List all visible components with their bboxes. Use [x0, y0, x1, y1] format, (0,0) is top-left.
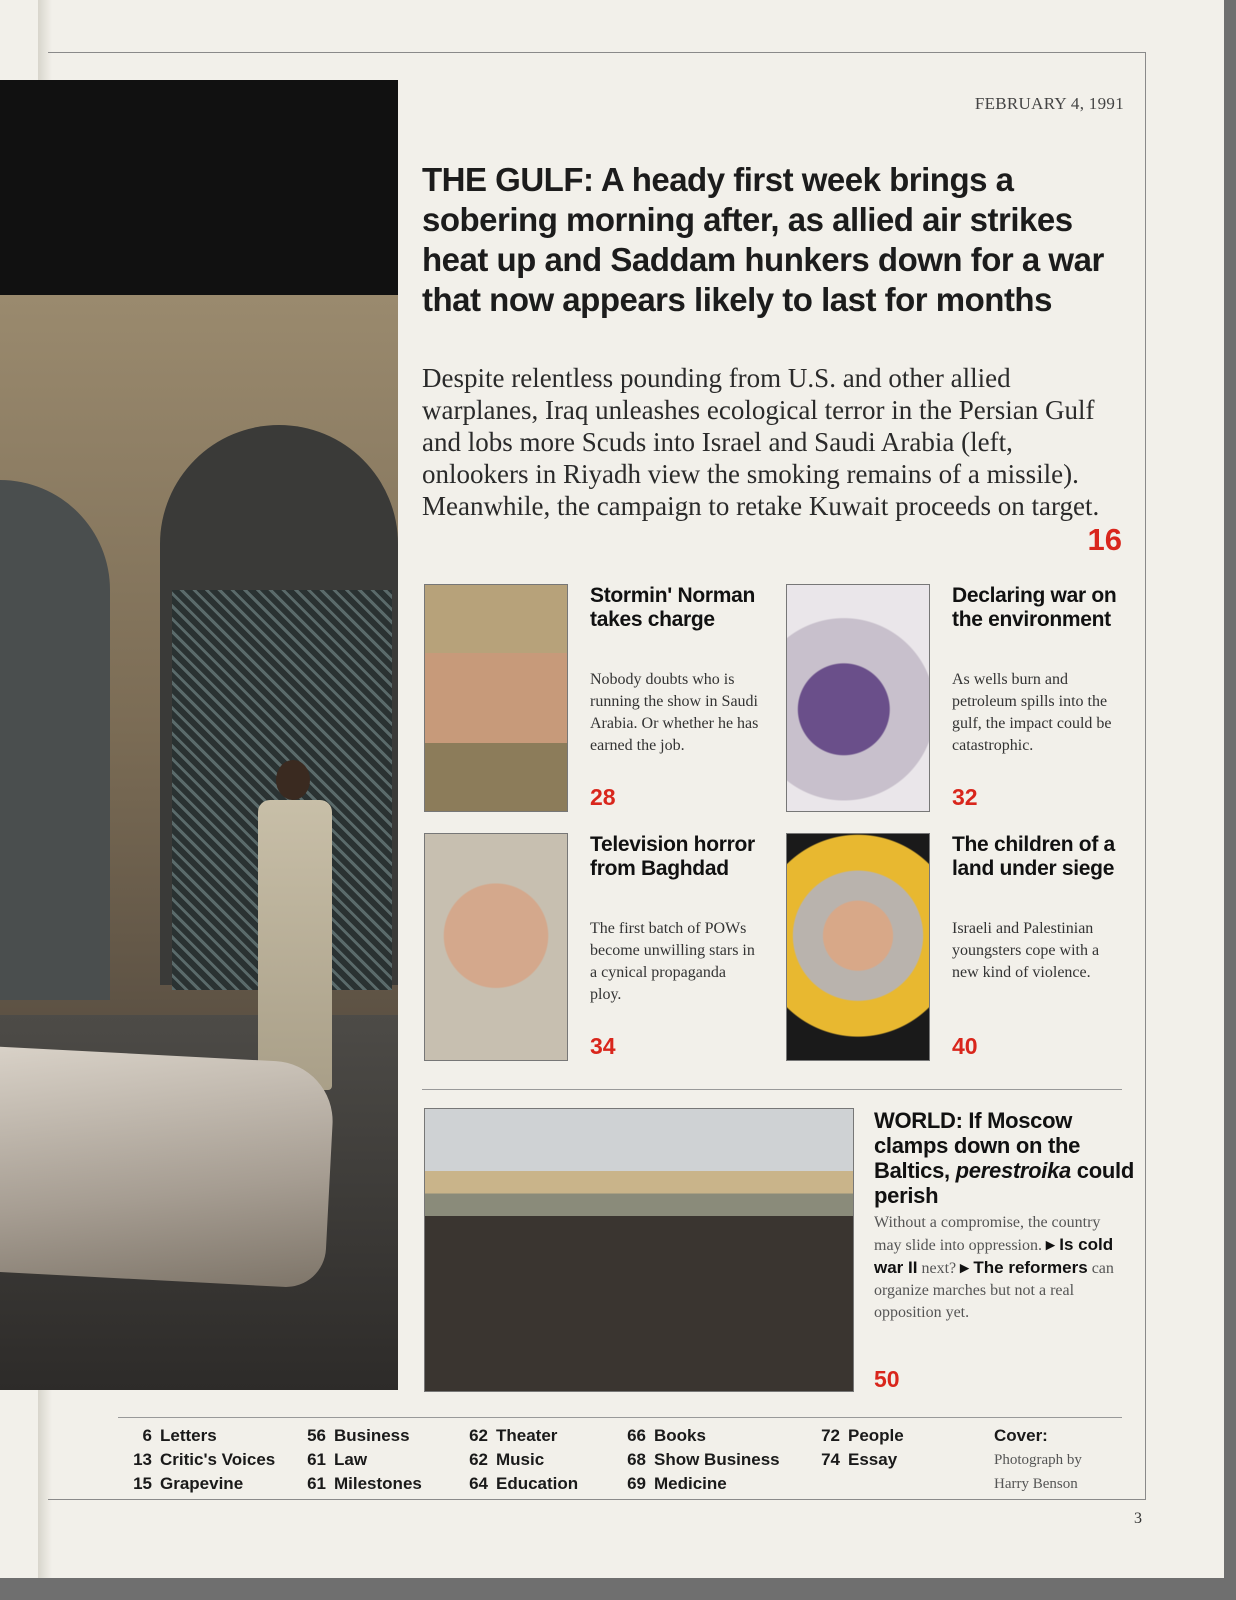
soldier-figure — [248, 760, 348, 1090]
story-blurb: Nobody doubts who is running the show in Saudi Arabia. Or whether he has earned the job. — [590, 671, 759, 754]
story-title[interactable]: The children of a land under siege — [952, 833, 1115, 880]
cover-credit-line-1: Photograph by — [994, 1452, 1082, 1468]
index-item[interactable]: 56 Business — [307, 1426, 410, 1445]
story-title[interactable]: Stormin' Norman takes charge — [590, 584, 756, 631]
world-blurb: Without a compromise, the country may slide into oppression. ▸ Is cold war II next? ▸ The reformers can organize marches but not a real opposition yet. — [874, 1214, 1114, 1321]
world-title[interactable]: WORLD: If Moscow clamps down on the Baltics, perestroika could perish — [874, 1108, 1134, 1208]
story-blurb: Israeli and Palestinian youngsters cope with a new kind of violence. — [952, 920, 1100, 981]
story-title[interactable]: Declaring war on the environment — [952, 584, 1117, 631]
lead-body: Despite relentless pounding from U.S. and other allied warplanes, Iraq unleashes ecological terror in the Persian Gulf and lobs more Scuds into Israel and Saudi Arabia (left, onlookers in Riyadh view the smoking remains of a missile). Meanwhile, the campaign to retake Kuwait proceeds on target. — [422, 363, 1100, 521]
story-title[interactable]: Television horror from Baghdad — [590, 833, 755, 880]
department-index-col-1 — [118, 1424, 275, 1496]
cover-label: Cover: — [994, 1426, 1048, 1445]
index-item[interactable]: 61 Milestones — [307, 1474, 422, 1493]
index-item[interactable]: 62 Theater — [469, 1426, 558, 1445]
department-index-col-5 — [806, 1424, 904, 1472]
index-item[interactable]: 15 Grapevine — [133, 1474, 244, 1493]
lead-page-number[interactable]: 16 — [1087, 522, 1122, 557]
index-item[interactable]: 61 Law — [307, 1450, 368, 1469]
moscow-crowd-photo — [424, 1108, 854, 1392]
index-item[interactable]: 74 Essay — [821, 1450, 898, 1469]
frame-right-rule — [1145, 52, 1146, 1499]
index-item[interactable]: 66 Books — [627, 1426, 706, 1445]
index-item[interactable]: 69 Medicine — [627, 1474, 727, 1493]
department-index-col-4 — [612, 1424, 780, 1496]
story-page-number[interactable]: 28 — [590, 784, 616, 810]
index-item[interactable]: 62 Music — [469, 1450, 545, 1469]
index-item[interactable]: 6 Letters — [142, 1426, 217, 1445]
story-page-number[interactable]: 34 — [590, 1033, 616, 1059]
page-number: 3 — [1134, 1510, 1142, 1527]
story-photo — [786, 584, 930, 812]
department-index-col-2 — [292, 1424, 422, 1496]
department-index-col-3 — [454, 1424, 578, 1496]
story-photo — [424, 833, 568, 1061]
story-photo — [424, 584, 568, 812]
index-item[interactable]: 13 Critic's Voices — [133, 1450, 276, 1469]
story-page-number[interactable]: 32 — [952, 784, 978, 810]
link-reformers[interactable]: ▸ The reformers — [960, 1258, 1088, 1277]
frame-top-rule — [48, 52, 1146, 53]
cover-credit-line-2: Harry Benson — [994, 1476, 1078, 1492]
story-blurb: As wells burn and petroleum spills into the gulf, the impact could be catastrophic. — [952, 671, 1112, 754]
index-divider — [118, 1417, 1122, 1418]
index-item[interactable]: 64 Education — [469, 1474, 579, 1493]
lead-photo-missile-riyadh — [0, 80, 398, 1390]
story-photo — [786, 833, 930, 1061]
story-page-number[interactable]: 50 — [874, 1366, 900, 1392]
cover-credit — [994, 1424, 1134, 1496]
section-divider — [422, 1089, 1122, 1090]
frame-bottom-rule — [48, 1499, 1146, 1500]
link-cold-war[interactable]: ▸ Is cold war II — [874, 1235, 1114, 1277]
index-item[interactable]: 68 Show Business — [627, 1450, 780, 1469]
lead-headline[interactable]: THE GULF: A heady first week brings a sobering morning after, as allied air strikes heat up and Saddam hunkers down for a war that now appears likely to last for months — [422, 161, 1104, 318]
issue-date: FEBRUARY 4, 1991 — [974, 94, 1124, 113]
index-item[interactable]: 72 People — [821, 1426, 904, 1445]
missile-wreckage — [0, 1046, 336, 1289]
story-blurb: The first batch of POWs become unwilling stars in a cynical propaganda ploy. — [590, 920, 755, 1003]
story-page-number[interactable]: 40 — [952, 1033, 978, 1059]
